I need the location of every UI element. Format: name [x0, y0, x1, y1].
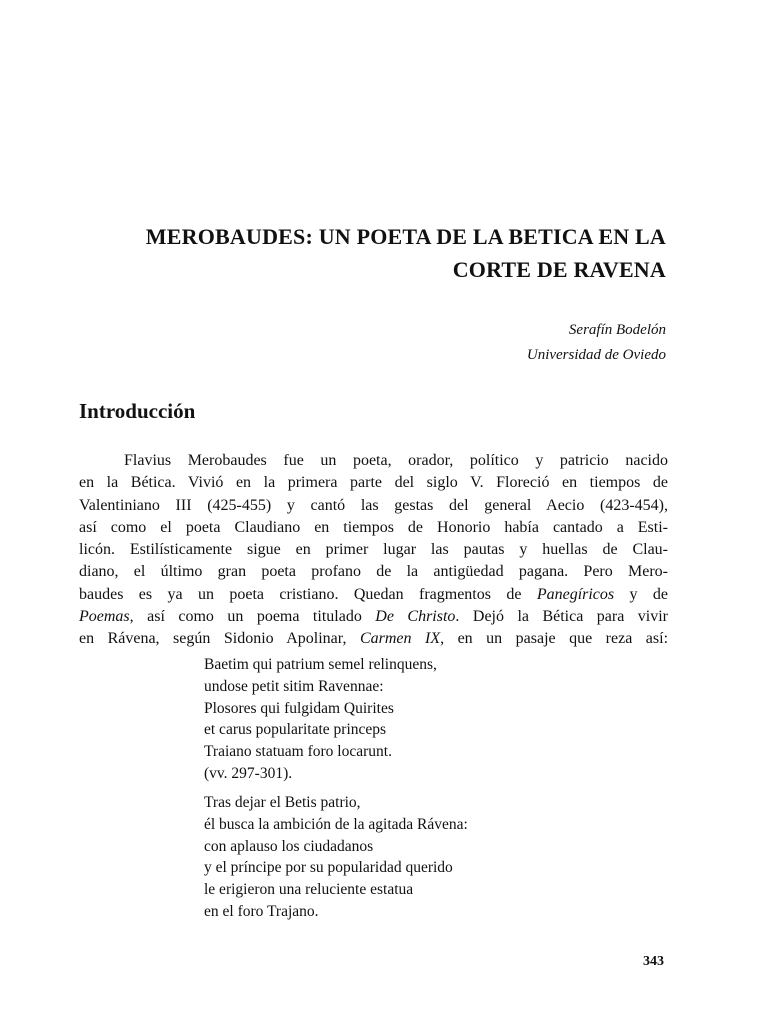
paragraph-line: en la Bética. Vivió en la primera parte del siglo V. Floreció en tiempos de	[79, 474, 668, 492]
verse-line: Traiano statuam foro locarunt.	[204, 743, 392, 761]
spanish-verse-translation	[204, 792, 468, 923]
latin-verse-quote	[204, 654, 437, 785]
author-name: Serafín Bodelón	[568, 322, 666, 338]
paragraph-text: , así como un poema titulado	[129, 608, 376, 626]
article-title-line: CORTE DE RAVENA	[452, 257, 666, 282]
verse-citation: (vv. 297-301).	[204, 764, 293, 782]
body-paragraph	[79, 450, 668, 651]
paragraph-line: licón. Estilísticamente sigue en primer lugar las pautas y huellas de Clau-	[79, 541, 668, 559]
article-title	[106, 220, 666, 286]
author-block	[266, 318, 666, 368]
verse-line: y el príncipe por su popularidad querido	[204, 859, 453, 877]
verse-line: Plosores qui fulgidam Quirites	[204, 699, 394, 717]
paragraph-line: diano, el último gran poeta profano de la antigüedad pagana. Pero Mero-	[79, 563, 668, 581]
verse-line: en el foro Trajano.	[204, 902, 319, 920]
work-title: Carmen IX	[359, 630, 441, 648]
verse-line: et carus popularitate princeps	[204, 721, 387, 739]
paragraph-line	[79, 584, 668, 606]
paragraph-line	[79, 606, 668, 628]
section-heading: Introducción	[79, 399, 196, 423]
work-title: De Christo	[375, 608, 456, 626]
paragraph-text: , en un pasaje que reza así:	[440, 630, 669, 648]
paragraph-text: baudes es ya un poeta cristiano. Quedan fragmentos de	[79, 585, 537, 603]
article-title-line: MEROBAUDES: UN POETA DE LA BETICA EN LA	[145, 224, 666, 249]
paragraph-text: . Dejó la Bética para vivir	[455, 608, 668, 626]
paragraph-line	[79, 628, 668, 650]
author-affiliation: Universidad de Oviedo	[526, 347, 666, 363]
paragraph-line: así como el poeta Claudiano en tiempos de Honorio había cantado a Esti-	[79, 518, 668, 536]
page-number: 343	[643, 954, 664, 969]
work-title: Poemas	[79, 608, 130, 626]
verse-line: Baetim qui patrium semel relinquens,	[204, 656, 437, 673]
paragraph-line: Valentiniano III (425-455) y cantó las gestas del general Aecio (423-454),	[79, 496, 668, 514]
work-title: Panegíricos	[536, 585, 615, 603]
paragraph-line: Flavius Merobaudes fue un poeta, orador, político y patricio nacido	[124, 452, 668, 469]
verse-line: le erigieron una reluciente estatua	[204, 881, 414, 899]
verse-line: Tras dejar el Betis patrio,	[204, 794, 361, 811]
verse-line: undose petit sitim Ravennae:	[204, 677, 384, 695]
verse-line: con aplauso los ciudadanos	[204, 837, 374, 855]
paragraph-text: y de	[614, 585, 668, 603]
paragraph-text: en Rávena, según Sidonio Apolinar,	[79, 630, 360, 648]
verse-line: él busca la ambición de la agitada Rávena:	[204, 815, 468, 833]
